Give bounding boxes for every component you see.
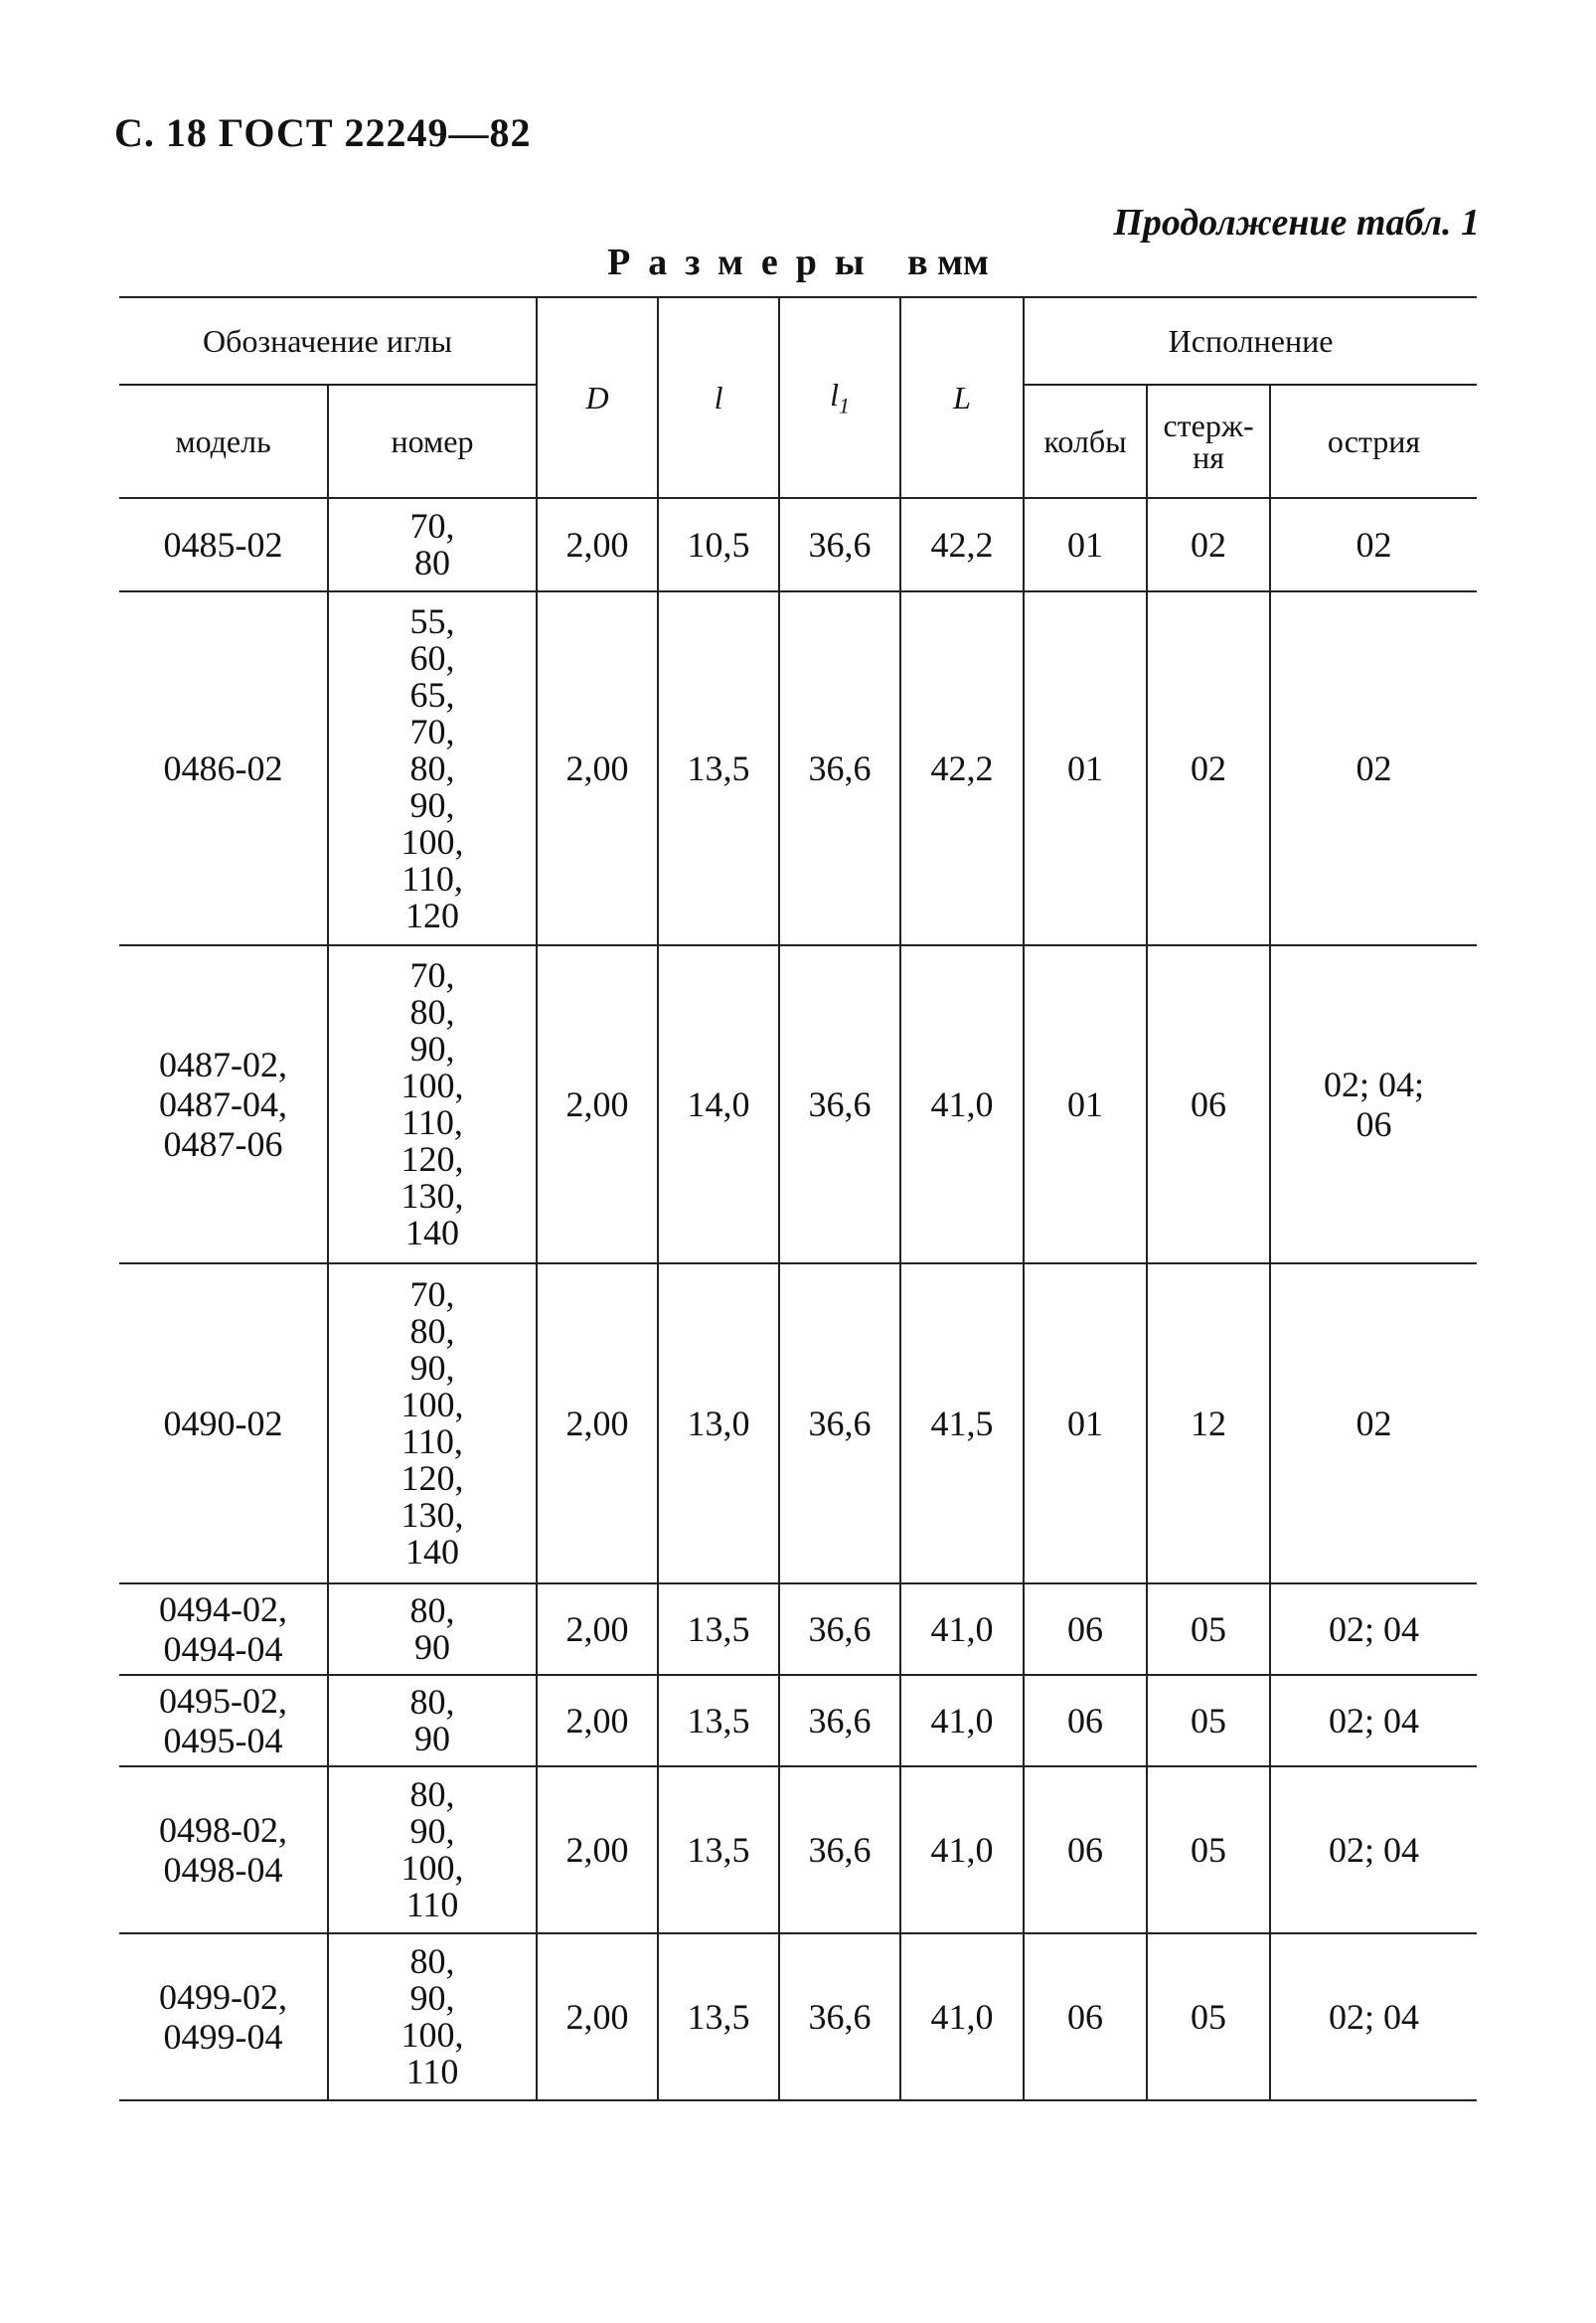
header-shank-line2: ня bbox=[1193, 439, 1224, 475]
cell-number-line: 110, bbox=[401, 1421, 463, 1461]
cell-bulb: 01 bbox=[1024, 498, 1147, 591]
cell-number-line: 120, bbox=[400, 1458, 464, 1498]
cell-bulb: 06 bbox=[1024, 1675, 1147, 1766]
cell-number-line: 120 bbox=[405, 895, 459, 935]
header-l1 bbox=[779, 297, 900, 498]
cell-point bbox=[1270, 1675, 1477, 1766]
units-in: в bbox=[907, 242, 928, 283]
cell-model-line: 0486-02 bbox=[163, 748, 283, 788]
cell-L: 41,0 bbox=[900, 1583, 1024, 1675]
cell-number-line: 80, bbox=[409, 1941, 455, 1981]
cell-point bbox=[1270, 1933, 1477, 2100]
cell-number-line: 110, bbox=[401, 858, 463, 899]
cell-point bbox=[1270, 1583, 1477, 1675]
cell-number-line: 90, bbox=[409, 1348, 455, 1388]
cell-number-line: 110, bbox=[401, 1102, 463, 1142]
cell-l1: 36,6 bbox=[779, 1263, 900, 1583]
cell-number-line: 110 bbox=[405, 2052, 459, 2091]
cell-number bbox=[328, 1933, 537, 2100]
header-l1-base: l bbox=[830, 376, 839, 413]
table-row bbox=[119, 1766, 1477, 1933]
cell-l1: 36,6 bbox=[779, 1583, 900, 1675]
cell-number-line: 100, bbox=[400, 1066, 464, 1105]
cell-L: 41,0 bbox=[900, 945, 1024, 1263]
cell-number-line: 70, bbox=[409, 1274, 455, 1314]
table-continuation-label: Продолжение табл. 1 bbox=[1113, 202, 1480, 244]
header-l: l bbox=[658, 297, 779, 498]
cell-point-line: 02; 04 bbox=[1329, 1609, 1420, 1649]
cell-point-line: 02 bbox=[1356, 525, 1392, 565]
cell-point bbox=[1270, 498, 1477, 591]
cell-number-line: 55, bbox=[409, 600, 455, 641]
cell-l: 13,5 bbox=[658, 1766, 779, 1933]
cell-point-line: 02 bbox=[1356, 1404, 1392, 1443]
table-row bbox=[119, 1675, 1477, 1766]
cell-point-line: 02; 04 bbox=[1329, 1997, 1420, 2037]
cell-model bbox=[119, 591, 328, 945]
cell-number-line: 80, bbox=[409, 747, 455, 788]
cell-bulb: 06 bbox=[1024, 1766, 1147, 1933]
cell-l: 13,5 bbox=[658, 591, 779, 945]
header-l1-sub: 1 bbox=[838, 393, 850, 418]
cell-l: 14,0 bbox=[658, 945, 779, 1263]
cell-model-line: 0487-06 bbox=[163, 1124, 283, 1164]
cell-shank: 02 bbox=[1147, 498, 1270, 591]
cell-shank: 02 bbox=[1147, 591, 1270, 945]
cell-l1: 36,6 bbox=[779, 945, 900, 1263]
cell-number bbox=[328, 945, 537, 1263]
cell-number-line: 80, bbox=[409, 1682, 455, 1722]
units-word: Размеры bbox=[607, 242, 882, 283]
cell-point-line: 02; 04; bbox=[1324, 1065, 1425, 1104]
cell-bulb: 06 bbox=[1024, 1583, 1147, 1675]
cell-L: 42,2 bbox=[900, 591, 1024, 945]
cell-D: 2,00 bbox=[537, 591, 658, 945]
page-reference: С. 18 ГОСТ 22249—82 bbox=[114, 110, 532, 155]
header-model: модель bbox=[119, 385, 328, 498]
cell-model-line: 0498-02, bbox=[159, 1810, 287, 1850]
cell-shank: 05 bbox=[1147, 1766, 1270, 1933]
cell-model-line: 0490-02 bbox=[163, 1404, 283, 1443]
cell-model bbox=[119, 1263, 328, 1583]
cell-l: 13,5 bbox=[658, 1583, 779, 1675]
cell-number bbox=[328, 1583, 537, 1675]
cell-l: 10,5 bbox=[658, 498, 779, 591]
cell-number-line: 90 bbox=[414, 1627, 450, 1667]
cell-D: 2,00 bbox=[537, 1263, 658, 1583]
cell-model-line: 0494-04 bbox=[163, 1629, 283, 1669]
cell-model bbox=[119, 1583, 328, 1675]
header-bulb: колбы bbox=[1024, 385, 1147, 498]
cell-model-line: 0499-02, bbox=[159, 1977, 287, 2017]
cell-D: 2,00 bbox=[537, 1675, 658, 1766]
cell-D: 2,00 bbox=[537, 1583, 658, 1675]
header-needle-designation: Обозначение иглы bbox=[119, 297, 537, 385]
header-shank-line1: стерж- bbox=[1163, 408, 1254, 443]
cell-number-line: 60, bbox=[409, 637, 455, 678]
table-row bbox=[119, 1933, 1477, 2100]
cell-model bbox=[119, 945, 328, 1263]
cell-point-line: 02; 04 bbox=[1329, 1701, 1420, 1741]
cell-shank: 12 bbox=[1147, 1263, 1270, 1583]
table-row bbox=[119, 498, 1477, 591]
header-shank bbox=[1147, 385, 1270, 498]
cell-number-line: 130, bbox=[400, 1495, 464, 1535]
header-execution: Исполнение bbox=[1024, 297, 1477, 385]
cell-number bbox=[328, 498, 537, 591]
cell-point-line: 02 bbox=[1356, 748, 1392, 788]
cell-number-line: 90, bbox=[409, 1978, 455, 2018]
header-D: D bbox=[537, 297, 658, 498]
cell-number-line: 90, bbox=[409, 1811, 455, 1851]
units-mm: мм bbox=[937, 242, 989, 283]
cell-number-line: 120, bbox=[400, 1139, 464, 1179]
cell-shank: 05 bbox=[1147, 1933, 1270, 2100]
table-row bbox=[119, 591, 1477, 945]
cell-number-line: 90, bbox=[409, 784, 455, 825]
header-number: номер bbox=[328, 385, 537, 498]
cell-model bbox=[119, 1766, 328, 1933]
cell-L: 42,2 bbox=[900, 498, 1024, 591]
cell-L: 41,0 bbox=[900, 1675, 1024, 1766]
cell-l: 13,0 bbox=[658, 1263, 779, 1583]
table-row bbox=[119, 945, 1477, 1263]
cell-model-line: 0485-02 bbox=[163, 525, 283, 565]
cell-number-line: 80, bbox=[409, 1311, 455, 1351]
cell-l1: 36,6 bbox=[779, 1675, 900, 1766]
cell-model-line: 0494-02, bbox=[159, 1589, 287, 1629]
cell-model-line: 0499-04 bbox=[163, 2017, 283, 2057]
cell-L: 41,0 bbox=[900, 1933, 1024, 2100]
units-caption bbox=[0, 241, 1596, 284]
cell-number-line: 100, bbox=[400, 1385, 464, 1424]
cell-number-line: 80, bbox=[409, 1590, 455, 1630]
cell-point bbox=[1270, 591, 1477, 945]
table-row bbox=[119, 1583, 1477, 1675]
cell-D: 2,00 bbox=[537, 945, 658, 1263]
cell-model-line: 0495-04 bbox=[163, 1721, 283, 1760]
cell-l: 13,5 bbox=[658, 1675, 779, 1766]
cell-bulb: 06 bbox=[1024, 1933, 1147, 2100]
cell-L: 41,0 bbox=[900, 1766, 1024, 1933]
needle-dimensions-table bbox=[119, 296, 1477, 2101]
cell-bulb: 01 bbox=[1024, 945, 1147, 1263]
cell-l1: 36,6 bbox=[779, 1766, 900, 1933]
cell-point-line: 06 bbox=[1356, 1104, 1392, 1144]
cell-number-line: 100, bbox=[400, 821, 464, 862]
cell-number bbox=[328, 591, 537, 945]
cell-model bbox=[119, 1675, 328, 1766]
cell-bulb: 01 bbox=[1024, 591, 1147, 945]
cell-number-line: 110 bbox=[405, 1885, 459, 1924]
cell-l1: 36,6 bbox=[779, 591, 900, 945]
cell-point-line: 02; 04 bbox=[1329, 1830, 1420, 1870]
header-L: L bbox=[900, 297, 1024, 498]
cell-L: 41,5 bbox=[900, 1263, 1024, 1583]
cell-bulb: 01 bbox=[1024, 1263, 1147, 1583]
cell-number bbox=[328, 1675, 537, 1766]
cell-number bbox=[328, 1766, 537, 1933]
cell-model-line: 0487-02, bbox=[159, 1045, 287, 1084]
cell-number-line: 140 bbox=[405, 1213, 459, 1252]
header-point: острия bbox=[1270, 385, 1477, 498]
cell-number-line: 80, bbox=[409, 992, 455, 1032]
table-row bbox=[119, 1263, 1477, 1583]
cell-point bbox=[1270, 1766, 1477, 1933]
cell-point bbox=[1270, 1263, 1477, 1583]
cell-shank: 05 bbox=[1147, 1675, 1270, 1766]
cell-number-line: 70, bbox=[409, 506, 455, 546]
cell-number-line: 100, bbox=[400, 1848, 464, 1888]
cell-l1: 36,6 bbox=[779, 1933, 900, 2100]
cell-model-line: 0487-04, bbox=[159, 1084, 287, 1124]
cell-l: 13,5 bbox=[658, 1933, 779, 2100]
cell-l1: 36,6 bbox=[779, 498, 900, 591]
cell-number-line: 90, bbox=[409, 1029, 455, 1069]
cell-number-line: 70, bbox=[409, 711, 455, 751]
cell-number bbox=[328, 1263, 537, 1583]
cell-model-line: 0498-04 bbox=[163, 1850, 283, 1890]
cell-shank: 05 bbox=[1147, 1583, 1270, 1675]
cell-number-line: 70, bbox=[409, 955, 455, 995]
cell-shank: 06 bbox=[1147, 945, 1270, 1263]
cell-number-line: 140 bbox=[405, 1532, 459, 1572]
cell-number-line: 80, bbox=[409, 1774, 455, 1814]
cell-D: 2,00 bbox=[537, 1933, 658, 2100]
table-body bbox=[119, 498, 1477, 2100]
cell-model-line: 0495-02, bbox=[159, 1681, 287, 1721]
cell-model bbox=[119, 498, 328, 591]
cell-number-line: 130, bbox=[400, 1176, 464, 1216]
cell-model bbox=[119, 1933, 328, 2100]
cell-point bbox=[1270, 945, 1477, 1263]
cell-number-line: 80 bbox=[414, 543, 450, 582]
cell-number-line: 90 bbox=[414, 1719, 450, 1758]
cell-number-line: 100, bbox=[400, 2015, 464, 2055]
cell-D: 2,00 bbox=[537, 498, 658, 591]
cell-D: 2,00 bbox=[537, 1766, 658, 1933]
cell-number-line: 65, bbox=[409, 674, 455, 715]
